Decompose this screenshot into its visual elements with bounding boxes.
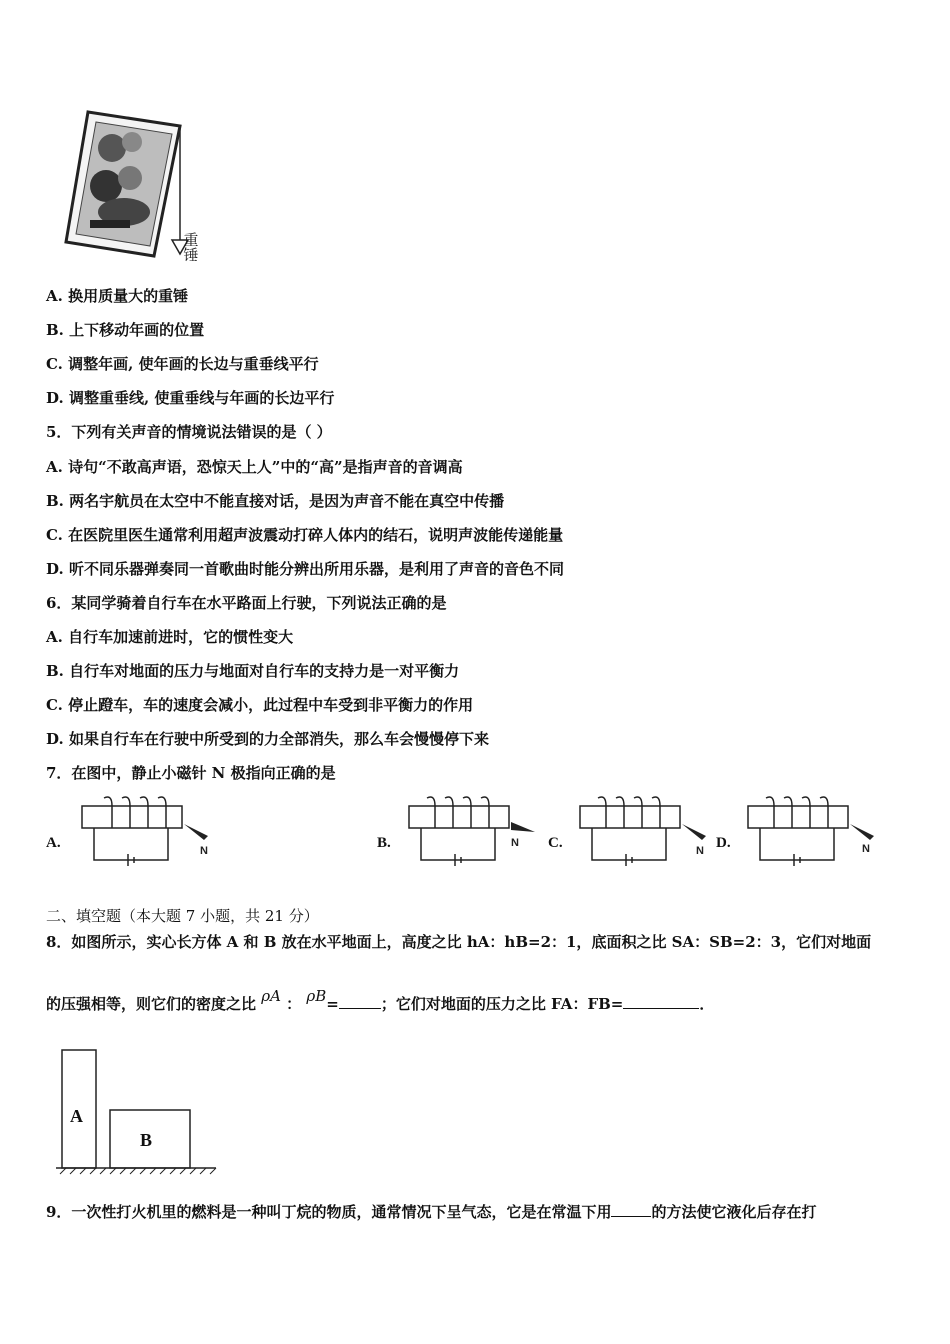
rho-a: ρA bbox=[261, 987, 281, 1005]
q4-option-d[interactable]: D. 调整重垂线, 使重垂线与年画的长边平行 bbox=[46, 389, 335, 407]
q8-blank-force-ratio[interactable] bbox=[623, 994, 699, 1009]
q8-eq: = bbox=[326, 995, 339, 1013]
q8-line2-end: ． bbox=[699, 995, 715, 1013]
q7-option-c-diagram[interactable] bbox=[576, 796, 721, 866]
q7-stem: 7．在图中，静止小磁针 N 极指向正确的是 bbox=[46, 764, 336, 782]
q7-option-b-diagram[interactable] bbox=[405, 796, 550, 866]
q8-line2-mid: ；它们对地面的压力之比 FA：FB= bbox=[380, 995, 624, 1013]
q4-option-a[interactable]: A. 换用质量大的重锤 bbox=[46, 287, 189, 305]
poster-image bbox=[66, 112, 180, 256]
poster-plumb-figure bbox=[60, 108, 220, 263]
q6-option-a[interactable]: A. 自行车加速前进时，它的惯性变大 bbox=[46, 628, 294, 646]
q7-option-a-diagram[interactable] bbox=[78, 796, 223, 866]
q8-line2 bbox=[46, 987, 715, 1014]
q6-stem: 6．某同学骑着自行车在水平路面上行驶，下列说法正确的是 bbox=[46, 594, 447, 612]
q5-option-c[interactable]: C. 在医院里医生通常利用超声波震动打碎人体内的结石，说明声波能传递能量 bbox=[46, 526, 564, 544]
needle-label-b: N bbox=[511, 837, 519, 849]
block-a-label: A bbox=[70, 1106, 83, 1126]
rho-b: ρB bbox=[306, 987, 327, 1005]
magnet-needle-b bbox=[511, 822, 535, 832]
block-b-label: B bbox=[140, 1130, 153, 1150]
q9-line1-post: 的方法使它液化后存在打 bbox=[651, 1203, 817, 1221]
q8-line1: 8．如图所示，实心长方体 A 和 B 放在水平地面上，高度之比 hA：hB=2：1，底面积之比 SA：SB=2：3，它们对地面 bbox=[46, 933, 872, 951]
weight-label: 重锤 bbox=[181, 232, 199, 262]
q7-option-d-diagram[interactable] bbox=[744, 796, 889, 866]
needle-label-a: N bbox=[200, 845, 208, 857]
needle-label-d: N bbox=[862, 843, 870, 855]
q5-option-b[interactable]: B. 两名宇航员在太空中不能直接对话，是因为声音不能在真空中传播 bbox=[46, 492, 505, 510]
q8-blank-density-ratio[interactable] bbox=[339, 994, 381, 1009]
colon: ： bbox=[286, 995, 302, 1013]
q4-option-c[interactable]: C. 调整年画, 使年画的长边与重垂线平行 bbox=[46, 355, 319, 373]
section2-heading: 二、填空题（本大题 7 小题，共 21 分） bbox=[46, 907, 319, 925]
q5-stem: 5．下列有关声音的情境说法错误的是（ ） bbox=[46, 423, 332, 441]
q6-option-b[interactable]: B. 自行车对地面的压力与地面对自行车的支持力是一对平衡力 bbox=[46, 662, 460, 680]
magnet-needle-d bbox=[850, 824, 874, 840]
q7-option-a-label[interactable]: A. bbox=[46, 835, 61, 851]
q7-option-d-label[interactable]: D. bbox=[716, 835, 731, 851]
q7-option-c-label[interactable]: C. bbox=[548, 835, 563, 851]
needle-label-c: N bbox=[696, 845, 704, 857]
q9-line1-pre: 9．一次性打火机里的燃料是一种叫丁烷的物质，通常情况下呈气态，它是在常温下用 bbox=[46, 1203, 612, 1221]
magnet-needle-a bbox=[184, 824, 208, 840]
magnet-needle-c bbox=[682, 824, 706, 840]
q5-option-d[interactable]: D. 听不同乐器弹奏同一首歌曲时能分辨出所用乐器，是利用了声音的音色不同 bbox=[46, 560, 564, 578]
q4-option-b[interactable]: B. 上下移动年画的位置 bbox=[46, 321, 205, 339]
q8-blocks-figure bbox=[52, 1046, 222, 1176]
q6-option-d[interactable]: D. 如果自行车在行驶中所受到的力全部消失，那么车会慢慢停下来 bbox=[46, 730, 489, 748]
q9-line1 bbox=[46, 1202, 816, 1222]
q8-line2-pre: 的压强相等，则它们的密度之比 bbox=[46, 995, 257, 1013]
q6-option-c[interactable]: C. 停止蹬车，车的速度会减小，此过程中车受到非平衡力的作用 bbox=[46, 696, 474, 714]
q9-blank-method[interactable] bbox=[611, 1202, 651, 1217]
q5-option-a[interactable]: A. 诗句“不敢高声语，恐惊天上人”中的“高”是指声音的音调高 bbox=[46, 458, 463, 476]
q7-option-b-label[interactable]: B. bbox=[377, 835, 391, 851]
